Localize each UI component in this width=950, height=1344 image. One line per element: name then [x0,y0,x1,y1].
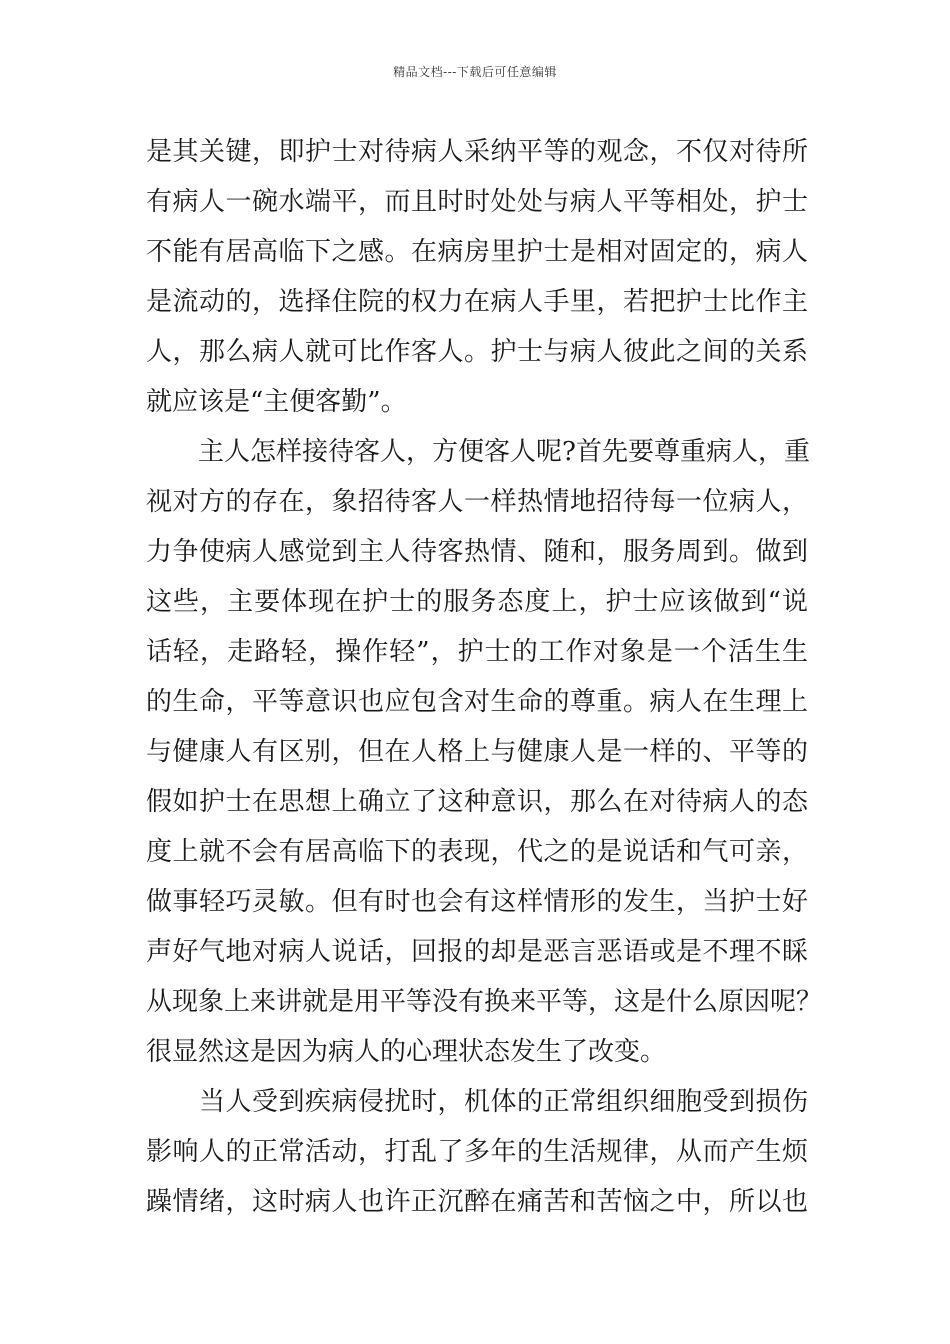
text-line: 做事轻巧灵敏。但有时也会有这样情形的发生，当护士好 [146,887,808,917]
text-line: 的生命，平等意识也应包含对生命的尊重。病人在生理上 [146,687,808,717]
document-body [146,127,823,1227]
text-line: 主人怎样接待客人，方便客人呢?首先要尊重病人，重 [146,437,810,467]
text-line: 度上就不会有居高临下的表现，代之的是说话和气可亲， [146,837,808,867]
page-header: 精品文档---下载后可任意编辑 [393,65,557,79]
text-line: 从现象上来讲就是用平等没有换来平等，这是什么原因呢？ [146,987,823,1017]
text-line: 假如护士在思想上确立了这种意识，那么在对待病人的态 [146,787,808,817]
text-line: 很显然这是因为病人的心理状态发生了改变。 [146,1037,667,1067]
text-line: 不能有居高临下之感。在病房里护士是相对固定的，病人 [146,237,808,267]
text-line: 影响人的正常活动，打乱了多年的生活规律，从而产生烦 [146,1137,808,1167]
text-line: 躁情绪，这时病人也许正沉醉在痛苦和苦恼之中，所以也 [146,1187,808,1217]
text-line: 声好气地对病人说话，回报的却是恶言恶语或是不理不睬 [146,937,808,967]
text-line: 这些，主要体现在护士的服务态度上，护士应该做到“说 [146,587,808,617]
text-line: 视对方的存在，象招待客人一样热情地招待每一位病人， [146,487,808,517]
text-line: 与健康人有区别，但在人格上与健康人是一样的、平等的 [146,737,808,767]
text-line: 人，那么病人就可比作客人。护士与病人彼此之间的关系 [146,337,808,367]
text-line: 就应该是“主便客勤”。 [146,387,407,417]
text-line: 力争使病人感觉到主人待客热情、随和，服务周到。做到 [146,537,808,567]
text-line: 话轻，走路轻，操作轻”，护士的工作对象是一个活生生 [146,637,808,667]
text-line: 有病人一碗水端平，而且时时处处与病人平等相处，护士 [146,187,808,217]
text-line: 是流动的，选择住院的权力在病人手里，若把护士比作主 [146,287,808,317]
text-line: 是其关键，即护士对待病人采纳平等的观念，不仅对待所 [146,137,808,167]
text-line: 当人受到疾病侵扰时，机体的正常组织细胞受到损伤 [146,1087,808,1117]
